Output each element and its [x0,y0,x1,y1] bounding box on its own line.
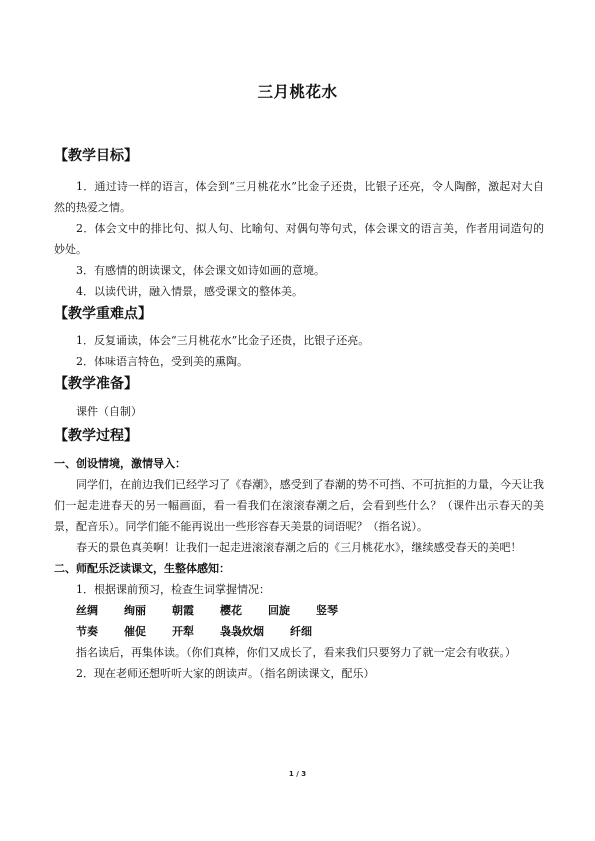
vocab-word: 回旋 [268,604,290,617]
page-number: 1 / 3 [288,770,307,778]
section-heading-preparation: 【教学准备】 [54,376,138,392]
step1-paragraph-1: 同学们，在前边我们已经学习了《春潮》，感受到了春潮的势不可挡、不可抗拒的力量，今天让我们一起走进春天的另一幅画面，看一看我们在滚滚春潮之后，会看到些什么？（课件出示春天的美景，配音乐）。同学们能不能再说出一些形容春天美景的词语呢？（指名说）。 [54,478,544,533]
vocab-word: 催促 [124,625,146,638]
section-heading-key-points: 【教学重难点】 [54,306,152,322]
vocab-word: 绚丽 [124,604,146,617]
step1-paragraph-2: 春天的景色真美啊！让我们一起走进滚滚春潮之后的《三月桃花水》，继续感受春天的美吧！ [76,541,522,554]
step2-item-1: 1．根据课前预习，检查生词掌握情况： [76,583,270,596]
step1-heading: 一、创设情境，激情导入： [54,457,186,470]
key-point-item-1: 1．反复诵读，体会“三月桃花水”比金子还贵，比银子还亮。 [76,334,370,347]
goal-item-1: 1．通过诗一样的语言，体会到“三月桃花水”比金子还贵，比银子还亮，令人陶醉，激起对大自然的热爱之情。 [54,180,544,214]
vocab-word: 竖琴 [316,604,338,617]
vocab-word: 纤细 [290,625,312,638]
vocab-word: 朝霞 [172,604,194,617]
goal-item-4: 4．以读代讲，融入情景，感受课文的整体美。 [76,285,303,298]
goal-item-3: 3．有感情的朗读课文，体会课文如诗如画的意境。 [76,264,325,277]
vocab-word: 樱花 [220,604,242,617]
section-heading-process: 【教学过程】 [54,428,138,444]
section-heading-goals: 【教学目标】 [54,148,138,164]
vocab-row-1 [54,600,544,621]
vocab-word: 开犁 [172,625,194,638]
vocab-row-2 [54,621,544,642]
vocab-word: 节奏 [76,625,98,638]
document-body [54,146,544,684]
vocab-word: 丝绸 [76,604,98,617]
goal-item-2: 2．体会文中的排比句、拟人句、比喻句、对偶句等句式，体会课文的语言美，作者用词造句的妙处。 [54,222,544,256]
preparation-text: 课件（自制） [76,405,142,418]
step2-item-2: 2．现在老师还想听听大家的朗读声。（指名朗读课文，配乐） [76,667,375,680]
step2-heading: 二、师配乐泛读课文，生整体感知： [54,562,230,575]
step2-paragraph: 指名读后，再集体读。（你们真棒，你们又成长了，看来我们只要努力了就一定会有收获。） [76,646,516,659]
vocab-word: 袅袅炊烟 [220,625,264,638]
key-point-item-2: 2．体味语言特色，受到美的熏陶。 [76,355,248,368]
document-title: 三月桃花水 [257,83,338,101]
